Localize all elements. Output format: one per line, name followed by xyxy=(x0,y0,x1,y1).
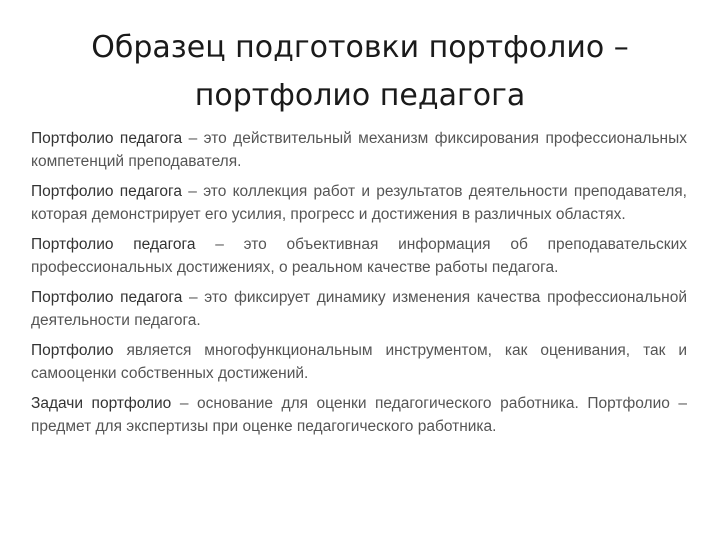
paragraph-lead: Задачи портфолио xyxy=(31,395,172,412)
paragraph-lead: Портфолио педагога xyxy=(31,289,183,306)
paragraph-lead: Портфолио педагога xyxy=(31,236,196,253)
paragraph-lead: Портфолио xyxy=(31,342,114,359)
paragraph-definition-4 xyxy=(31,286,687,332)
paragraph-text: – это фиксирует динамику изменения качества профессиональной деятельности педагога. xyxy=(31,289,687,329)
paragraph-lead: Портфолио педагога xyxy=(31,183,182,200)
paragraph-text: – основание для оценки педагогического работника. Портфолио – предмет для экспертизы при оценке педагогического работника. xyxy=(31,395,687,435)
paragraph-definition-1 xyxy=(31,127,687,173)
paragraph-text: – это объективная информация об преподавательских профессиональных достижениях, о реальном качестве работы педагога. xyxy=(31,236,687,276)
paragraph-definition-2 xyxy=(31,180,687,226)
slide-title-line-2: портфолио педагога xyxy=(194,78,526,113)
paragraph-text: является многофункциональным инструментом, как оценивания, так и самооценки собственных достижений. xyxy=(31,342,687,382)
paragraph-definition-3 xyxy=(31,233,687,279)
slide-title xyxy=(30,24,690,120)
paragraph-text: – это коллекция работ и результатов деятельности преподавателя, которая демонстрирует его усилия, прогресс и достижения в различных областях. xyxy=(31,183,687,223)
slide-title-line-1: Образец подготовки портфолио – xyxy=(91,30,629,65)
paragraph-text: – это действительный механизм фиксирования профессиональных компетенций преподавателя. xyxy=(31,130,687,170)
paragraph-definition-5 xyxy=(31,339,687,385)
slide-body xyxy=(31,127,687,445)
paragraph-lead: Портфолио педагога xyxy=(31,130,183,147)
paragraph-tasks xyxy=(31,392,687,438)
